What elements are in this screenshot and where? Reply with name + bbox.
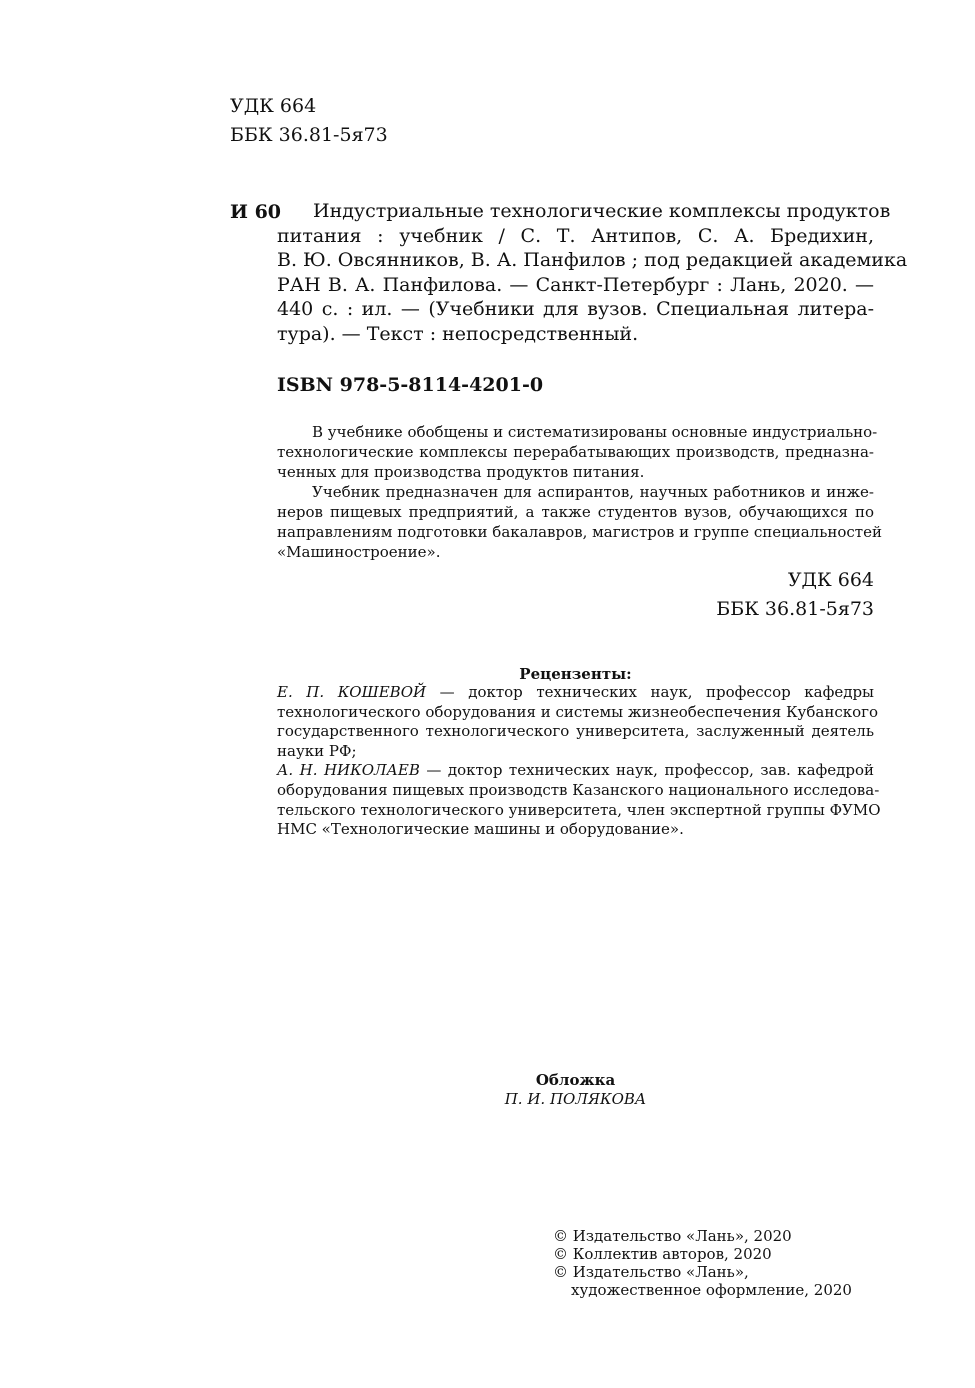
annotation-line: неров пищевых предприятий, а также студентов вузов, обучающихся по (277, 503, 874, 521)
isbn: ISBN 978-5-8114-4201-0 (277, 374, 544, 396)
classification-top (230, 92, 388, 150)
author-sign: И 60 (230, 201, 282, 223)
classification-bottom (716, 566, 874, 624)
biblio-line: 440 с. : ил. — (Учебники для вузов. Специальная литера- (277, 298, 874, 321)
annotation-line: ченных для производства продуктов питания. (277, 463, 645, 481)
reviewer-1-title: — доктор технических наук, профессор кафедры (426, 683, 874, 701)
cover-label: Обложка (535, 1071, 616, 1089)
bibliographic-description (277, 199, 908, 347)
annotation-line: «Машиностроение». (277, 543, 441, 561)
reviewer-line: государственного технологического университета, заслуженный деятель (277, 722, 874, 741)
copyright (553, 1227, 852, 1299)
copyright-line: © Издательство «Лань», (553, 1263, 749, 1281)
reviewer-line: науки РФ; (277, 741, 357, 760)
reviewer-1-first-line (277, 683, 874, 703)
annotation-line: направлениям подготовки бакалавров, магистров и группе специальностей (277, 523, 882, 541)
reviewer-2-name: А. Н. НИКОЛАЕВ (277, 761, 420, 780)
annotation-line: Учебник предназначен для аспирантов, научных работников и инже- (312, 483, 874, 501)
annotation-line: технологические комплексы перерабатывающих производств, предназна- (277, 443, 874, 461)
biblio-line: В. Ю. Овсянников, В. А. Панфилов ; под редакцией академика (277, 249, 908, 272)
udk-code-bottom: УДК 664 (787, 569, 874, 591)
cover-credit (277, 1071, 874, 1109)
reviewer-line: технологического оборудования и системы жизнеобеспечения Кубанского (277, 702, 879, 721)
reviewer-line: оборудования пищевых производств Казанского национального исследова- (277, 780, 880, 799)
biblio-line: Индустриальные технологические комплексы продуктов (313, 200, 891, 222)
biblio-line: тура). — Текст : непосредственный. (277, 322, 639, 345)
annotation (277, 422, 882, 562)
reviewer-2-first-line (277, 761, 874, 781)
copyright-line: © Издательство «Лань», 2020 (553, 1227, 792, 1245)
copyright-line: © Коллектив авторов, 2020 (553, 1245, 772, 1263)
copyright-line: художественное оформление, 2020 (571, 1281, 852, 1299)
reviewer-1-name: Е. П. КОШЕВОЙ (277, 683, 427, 701)
reviewer-line: тельского технологического университета, член экспертной группы ФУМО (277, 800, 881, 819)
bbk-code-bottom: ББК 36.81-5я73 (716, 598, 874, 620)
udk-code-top: УДК 664 (230, 95, 317, 117)
reviewer-2-title: — доктор технических наук, профессор, зав. кафедрой (419, 761, 874, 780)
annotation-line: В учебнике обобщены и систематизированы основные индустриально- (312, 423, 878, 441)
reviewer-line: НМС «Технологические машины и оборудование». (277, 820, 684, 839)
biblio-line: РАН В. А. Панфилова. — Санкт-Петербург : Лань, 2020. — (277, 273, 874, 296)
reviewers-title: Рецензенты: (519, 665, 632, 683)
biblio-line: питания : учебник / С. Т. Антипов, С. А. Бредихин, (277, 224, 874, 247)
cover-designer: П. И. ПОЛЯКОВА (504, 1090, 647, 1108)
bbk-code-top: ББК 36.81-5я73 (230, 124, 388, 146)
reviewers-list (277, 683, 881, 840)
